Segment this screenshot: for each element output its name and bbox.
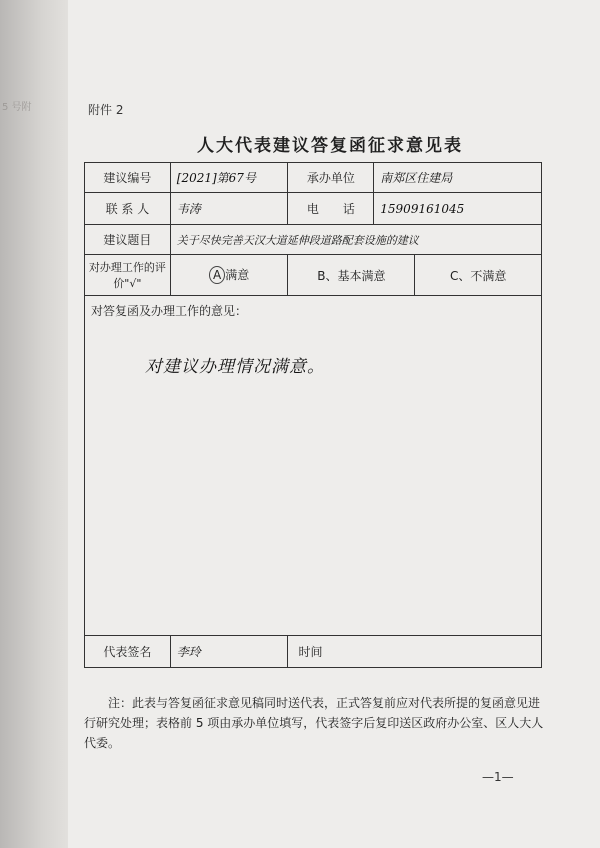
label-time: 时间 bbox=[298, 645, 323, 659]
opinion-form-table bbox=[84, 162, 542, 668]
scan-shadow-left bbox=[0, 0, 70, 848]
value-unit: 南郑区住建局 bbox=[374, 163, 542, 193]
option-satisfied-label: 满意 bbox=[225, 268, 250, 282]
opinion-label: 对答复函及办理工作的意见： bbox=[91, 304, 248, 318]
table-row bbox=[85, 193, 542, 225]
option-basic: B、基本满意 bbox=[288, 255, 415, 295]
table-row bbox=[85, 225, 542, 255]
option-satisfied bbox=[170, 255, 288, 296]
label-signature: 代表签名 bbox=[85, 636, 171, 668]
page-number: —1— bbox=[482, 770, 514, 784]
label-eval: 对办理工作的评价"√" bbox=[85, 255, 171, 296]
option-group bbox=[288, 255, 542, 296]
label-contact: 联 系 人 bbox=[85, 193, 171, 225]
table-row bbox=[85, 255, 542, 296]
label-unit: 承办单位 bbox=[288, 163, 374, 193]
value-code: [2021]第67号 bbox=[170, 163, 288, 193]
value-contact: 韦涛 bbox=[170, 193, 288, 225]
opinion-handwriting: 对建议办理情况满意。 bbox=[145, 357, 325, 377]
table-row bbox=[85, 296, 542, 636]
page-title: 人大代表建议答复函征求意见表 bbox=[197, 136, 463, 156]
time-cell bbox=[288, 636, 542, 668]
option-unsatisfied: C、不满意 bbox=[449, 268, 507, 283]
label-code: 建议编号 bbox=[85, 163, 171, 193]
opinion-cell bbox=[85, 296, 542, 636]
bleed-text: 5 号附 bbox=[2, 102, 32, 113]
value-signature: 李玲 bbox=[170, 636, 288, 668]
check-mark: A bbox=[209, 266, 225, 284]
attachment-label: 附件 2 bbox=[88, 103, 124, 117]
label-phone: 电 话 bbox=[288, 193, 374, 225]
table-row bbox=[85, 163, 542, 193]
value-topic: 关于尽快完善天汉大道延伸段道路配套设施的建议 bbox=[170, 225, 541, 255]
label-topic: 建议题目 bbox=[85, 225, 171, 255]
footnote: 注：此表与答复函征求意见稿同时送代表，正式答复前应对代表所提的复函意见进行研究处理；表格前 5 项由承办单位填写，代表签字后复印送区政府办公室、区人大人代委。 bbox=[84, 696, 544, 750]
table-row bbox=[85, 636, 542, 668]
value-phone: 15909161045 bbox=[374, 193, 542, 225]
